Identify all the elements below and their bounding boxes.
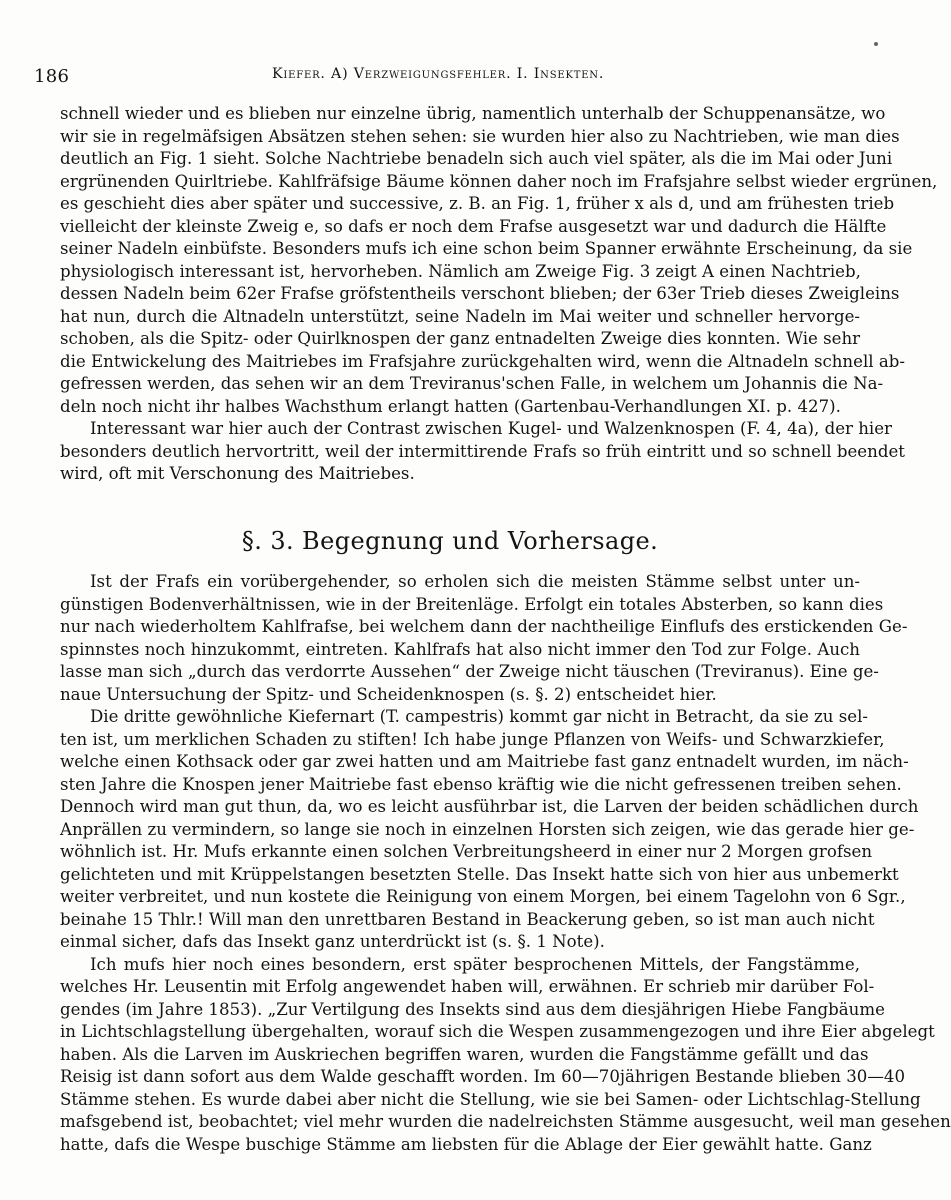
text-line: wird, oft mit Verschonung des Maitriebes.: [60, 464, 415, 483]
text-line: Stämme stehen. Es wurde dabei aber nicht die Stellung, wie sie bei Samen- oder Lichtschlag-Stellung: [60, 1089, 921, 1109]
text-line: naue Untersuchung der Spitz- und Scheidenknospen (s. §. 2) entscheidet hier.: [60, 684, 717, 704]
text-line: vielleicht der kleinste Zweig e, so dafs er noch dem Frafse ausgesetzt war und dadurch die Hälfte: [60, 216, 887, 236]
text-line: Ich mufs hier noch eines besondern, erst später besprochenen Mittels, der Fangstämme,: [90, 954, 860, 974]
text-line: schnell wieder und es blieben nur einzelne übrig, namentlich unterhalb der Schuppenansätze, wo: [60, 104, 886, 123]
text-line: mafsgebend ist, beobachtet; viel mehr wurden die nadelreichsten Stämme ausgesucht, weil man gesehen: [60, 1112, 951, 1131]
text-line: deutlich an Fig. 1 sieht. Solche Nachtriebe benadeln sich auch viel später, als die im Mai oder Juni: [60, 149, 893, 168]
text-line: welches Hr. Leusentin mit Erfolg angewendet haben will, erwähnen. Er schrieb mir darüber Fol-: [60, 977, 875, 996]
text-line: wir sie in regelmäfsigen Absätzen stehen sehen: sie wurden hier also zu Nachtrieben, wie man dies: [60, 126, 900, 146]
print-speck: [874, 42, 878, 46]
text-line: welche einen Kothsack oder gar zwei hatten und am Maitriebe fast ganz entnadelt wurden, im näch-: [60, 752, 909, 771]
text-line: hat nun, durch die Altnadeln unterstützt, seine Nadeln im Mai weiter und schneller hervorge-: [60, 306, 860, 326]
text-line: spinnstes noch hinzukommt, eintreten. Kahlfrafs hat also nicht immer den Tod zur Folge. Auch: [60, 639, 860, 659]
text-line: ten ist, um merklichen Schaden zu stiften! Ich habe junge Pflanzen von Weifs- und Schwarzkiefer,: [60, 729, 885, 749]
text-line: gendes (im Jahre 1853). „Zur Vertilgung des Insekts sind aus dem diesjährigen Hiebe Fangbäume: [60, 999, 885, 1019]
text-line: weiter verbreitet, und nun kostete die Reinigung von einem Morgen, bei einem Tagelohn von 6 Sgr.,: [60, 887, 906, 906]
text-line: in Lichtschlagstellung übergehalten, worauf sich die Wespen zusammengezogen und ihre Eier abgelegt: [60, 1022, 935, 1041]
paragraph-block-1: [60, 103, 938, 486]
text-line: die Entwickelung des Maitriebes im Frafsjahre zurückgehalten wird, wenn die Altnadeln schnell ab-: [60, 351, 905, 371]
section-heading: §. 3. Begegnung und Vorhersage.: [241, 527, 659, 555]
text-line: einmal sicher, dafs das Insekt ganz unterdrückt ist (s. §. 1 Note).: [60, 932, 605, 951]
text-line: Die dritte gewöhnliche Kiefernart (T. campestris) kommt gar nicht in Betracht, da sie zu sel-: [90, 707, 869, 726]
text-line: günstigen Bodenverhältnissen, wie in der Breitenläge. Erfolgt ein totales Absterben, so kann dies: [60, 594, 884, 614]
text-line: gefressen werden, das sehen wir an dem Treviranus'schen Falle, in welchem um Johannis die Na-: [60, 374, 884, 393]
text-line: ergrünenden Quirltriebe. Kahlfräfsige Bäume können daher noch im Frafsjahre selbst wieder ergrünen,: [60, 171, 938, 191]
text-line: es geschieht dies aber später und successive, z. B. an Fig. 1, früher x als d, und am frühesten trieb: [60, 194, 895, 213]
text-line: haben. Als die Larven im Auskriechen begriffen waren, wurden die Fangstämme gefällt und das: [60, 1044, 869, 1064]
text-line: dessen Nadeln beim 62er Frafse gröfstentheils verschont blieben; der 63er Trieb dieses Zweigleins: [60, 284, 900, 303]
text-line: nur nach wiederholtem Kahlfrafse, bei welchem dann der nachtheilige Einflufs des erstickenden Ge-: [60, 617, 908, 636]
text-line: besonders deutlich hervortritt, weil der intermittirende Frafs so früh eintritt und so schnell beendet: [60, 441, 905, 461]
text-line: gelichteten und mit Krüppelstangen besetzten Stelle. Das Insekt hatte sich von hier aus unbemerkt: [60, 864, 899, 884]
text-line: Dennoch wird man gut thun, da, wo es leicht ausführbar ist, die Larven der beiden schädlichen durch: [60, 797, 919, 816]
text-line: Anprällen zu vermindern, so lange sie noch in einzelnen Horsten sich zeigen, wie das gerade hier ge-: [60, 819, 915, 839]
paragraph-block-2: [60, 571, 951, 1156]
running-head: Kiefer. A) Verzweigungsfehler. I. Insekten.: [272, 66, 605, 82]
text-line: sten Jahre die Knospen jener Maitriebe fast ebenso kräftig wie die nicht gefressenen treiben sehen.: [60, 774, 902, 794]
text-line: lasse man sich „durch das verdorrte Aussehen“ der Zweige nicht täuschen (Treviranus). Eine ge-: [60, 662, 879, 681]
text-line: Ist der Frafs ein vorübergehender, so erholen sich die meisten Stämme selbst unter un-: [90, 572, 860, 591]
text-line: seiner Nadeln einbüfste. Besonders mufs ich eine schon beim Spanner erwähnte Erscheinung, da sie: [60, 239, 913, 258]
text-line: schoben, als die Spitz- oder Quirlknospen der ganz entnadelten Zweige dies konnten. Wie sehr: [60, 329, 861, 348]
text-line: beinahe 15 Thlr.! Will man den unrettbaren Bestand in Beackerung geben, so ist man auch nicht: [60, 909, 875, 929]
text-line: Reisig ist dann sofort aus dem Walde geschafft worden. Im 60—70jährigen Bestande blieben 30—40: [60, 1067, 906, 1086]
page-number: 186: [34, 66, 70, 87]
text-line: Interessant war hier auch der Contrast zwischen Kugel- und Walzenknospen (F. 4, 4a), der hier: [90, 419, 892, 438]
text-line: wöhnlich ist. Hr. Mufs erkannte einen solchen Verbreitungsheerd in einer nur 2 Morgen grofsen: [60, 842, 873, 861]
text-line: physiologisch interessant ist, hervorheben. Nämlich am Zweige Fig. 3 zeigt A einen Nachtrieb,: [60, 261, 861, 281]
text-line: hatte, dafs die Wespe buschige Stämme am liebsten für die Ablage der Eier gewählt hatte. Ganz: [60, 1134, 872, 1154]
text-line: deln noch nicht ihr halbes Wachsthum erlangt hatten (Gartenbau-Verhandlungen XI. p. 427).: [60, 396, 841, 416]
